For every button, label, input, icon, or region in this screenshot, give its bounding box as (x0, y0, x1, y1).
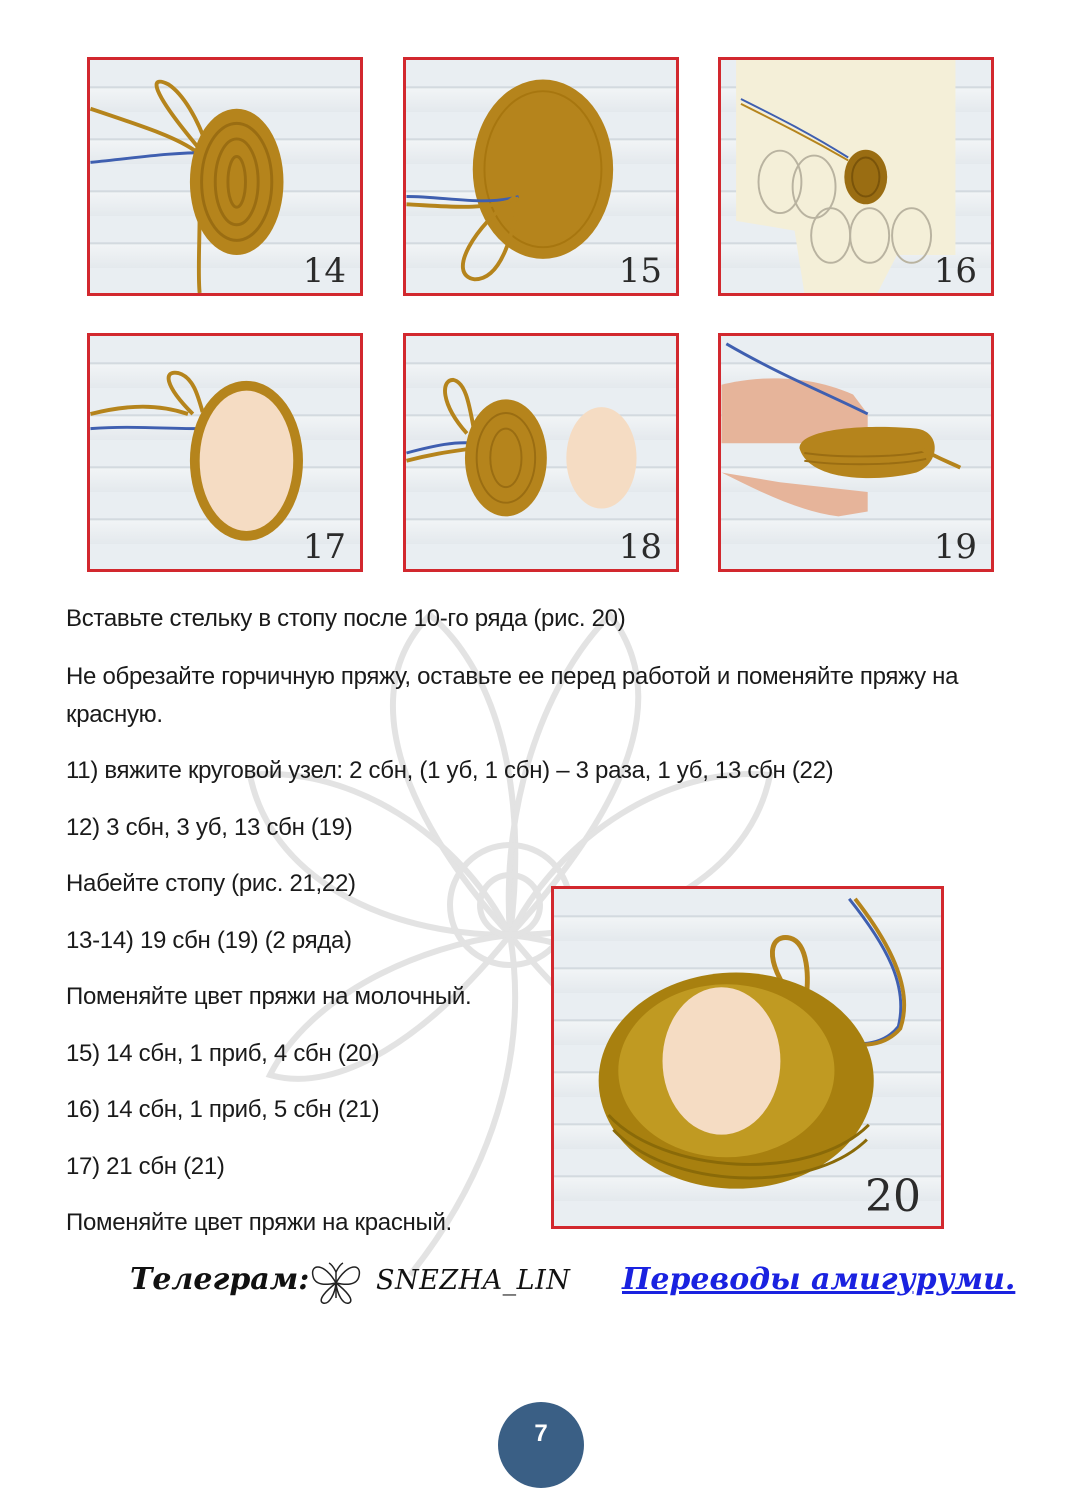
footer (0, 1258, 1080, 1308)
photo-figure-17 (87, 333, 363, 572)
telegram-label: Телеграм: (130, 1262, 310, 1297)
photo-figure-14 (87, 57, 363, 296)
figure-number: 16 (933, 251, 977, 291)
photo-figure-16 (718, 57, 994, 296)
instruction-line: 11) вяжите круговой узел: 2 сбн, (1 уб, 1 сбн) – 3 раза, 1 уб, 13 сбн (22) (66, 757, 834, 784)
instruction-line: 16) 14 сбн, 1 приб, 5 сбн (21) (66, 1096, 380, 1123)
figure-number: 20 (865, 1171, 921, 1222)
instruction-line: Вставьте стельку в стопу после 10-го ряда (рис. 20) (66, 605, 626, 632)
page-number-badge: 7 (498, 1402, 584, 1488)
instruction-line: 15) 14 сбн, 1 приб, 4 сбн (20) (66, 1040, 380, 1067)
butterfly-logo-icon (305, 1258, 367, 1308)
telegram-channel-name: SNEZHA_LIN (376, 1265, 571, 1296)
figure-number: 18 (618, 527, 662, 567)
photo-figure-20 (551, 886, 944, 1229)
instruction-line: Не обрезайте горчичную пряжу, оставьте ее перед работой и поменяйте пряжу на красную. (66, 663, 959, 728)
instruction-line: Поменяйте цвет пряжи на молочный. (66, 983, 472, 1010)
instruction-line: Набейте стопу (рис. 21,22) (66, 870, 356, 897)
instruction-line: 13-14) 19 сбн (19) (2 ряда) (66, 927, 352, 954)
photo-figure-19 (718, 333, 994, 572)
photo-figure-18 (403, 333, 679, 572)
instruction-line: 17) 21 сбн (21) (66, 1153, 225, 1180)
figure-number: 17 (302, 527, 346, 567)
figure-number: 14 (302, 251, 346, 291)
photo-figure-15 (403, 57, 679, 296)
instruction-line: Поменяйте цвет пряжи на красный. (66, 1209, 452, 1236)
figure-number: 15 (618, 251, 662, 291)
translations-link[interactable]: Переводы амигуруми. (622, 1262, 1016, 1297)
instruction-line: 12) 3 сбн, 3 уб, 13 сбн (19) (66, 814, 353, 841)
figure-number: 19 (933, 527, 977, 567)
